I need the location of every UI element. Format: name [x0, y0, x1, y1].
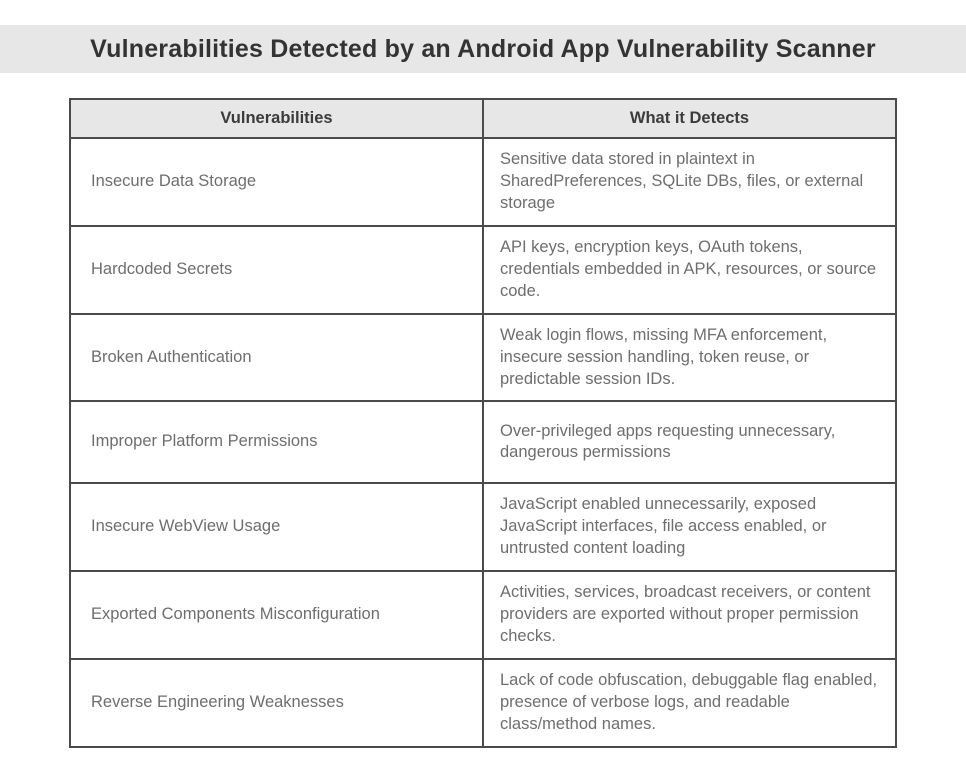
vulnerability-name: Hardcoded Secrets [70, 226, 483, 314]
vulnerability-description: Over-privileged apps requesting unnecessary, dangerous permissions [483, 401, 896, 483]
title-band [0, 25, 966, 73]
vulnerability-description: JavaScript enabled unnecessarily, exposed JavaScript interfaces, file access enabled, or untrusted content loading [483, 483, 896, 571]
vulnerability-name: Broken Authentication [70, 314, 483, 402]
vulnerability-description: Sensitive data stored in plaintext in SharedPreferences, SQLite DBs, files, or external storage [483, 138, 896, 226]
table-row [70, 659, 896, 747]
table-row [70, 226, 896, 314]
header-vulnerabilities: Vulnerabilities [70, 99, 483, 138]
table-row [70, 401, 896, 483]
vulnerability-description: Activities, services, broadcast receivers, or content providers are exported without proper permission checks. [483, 571, 896, 659]
vulnerability-name: Exported Components Misconfiguration [70, 571, 483, 659]
vulnerabilities-table [69, 98, 897, 748]
vulnerability-name: Reverse Engineering Weaknesses [70, 659, 483, 747]
vulnerability-description: Weak login flows, missing MFA enforcement, insecure session handling, token reuse, or predictable session IDs. [483, 314, 896, 402]
vulnerability-name: Insecure WebView Usage [70, 483, 483, 571]
vulnerability-description: API keys, encryption keys, OAuth tokens, credentials embedded in APK, resources, or source code. [483, 226, 896, 314]
table-container [69, 98, 897, 748]
page-title: Vulnerabilities Detected by an Android App Vulnerability Scanner [90, 34, 876, 63]
table-header [70, 99, 896, 138]
table-row [70, 571, 896, 659]
vulnerability-description: Lack of code obfuscation, debuggable flag enabled, presence of verbose logs, and readable class/method names. [483, 659, 896, 747]
header-row [70, 99, 896, 138]
vulnerability-name: Insecure Data Storage [70, 138, 483, 226]
vulnerability-name: Improper Platform Permissions [70, 401, 483, 483]
table-body [70, 138, 896, 747]
header-what-it-detects: What it Detects [483, 99, 896, 138]
table-row [70, 138, 896, 226]
table-row [70, 483, 896, 571]
table-row [70, 314, 896, 402]
